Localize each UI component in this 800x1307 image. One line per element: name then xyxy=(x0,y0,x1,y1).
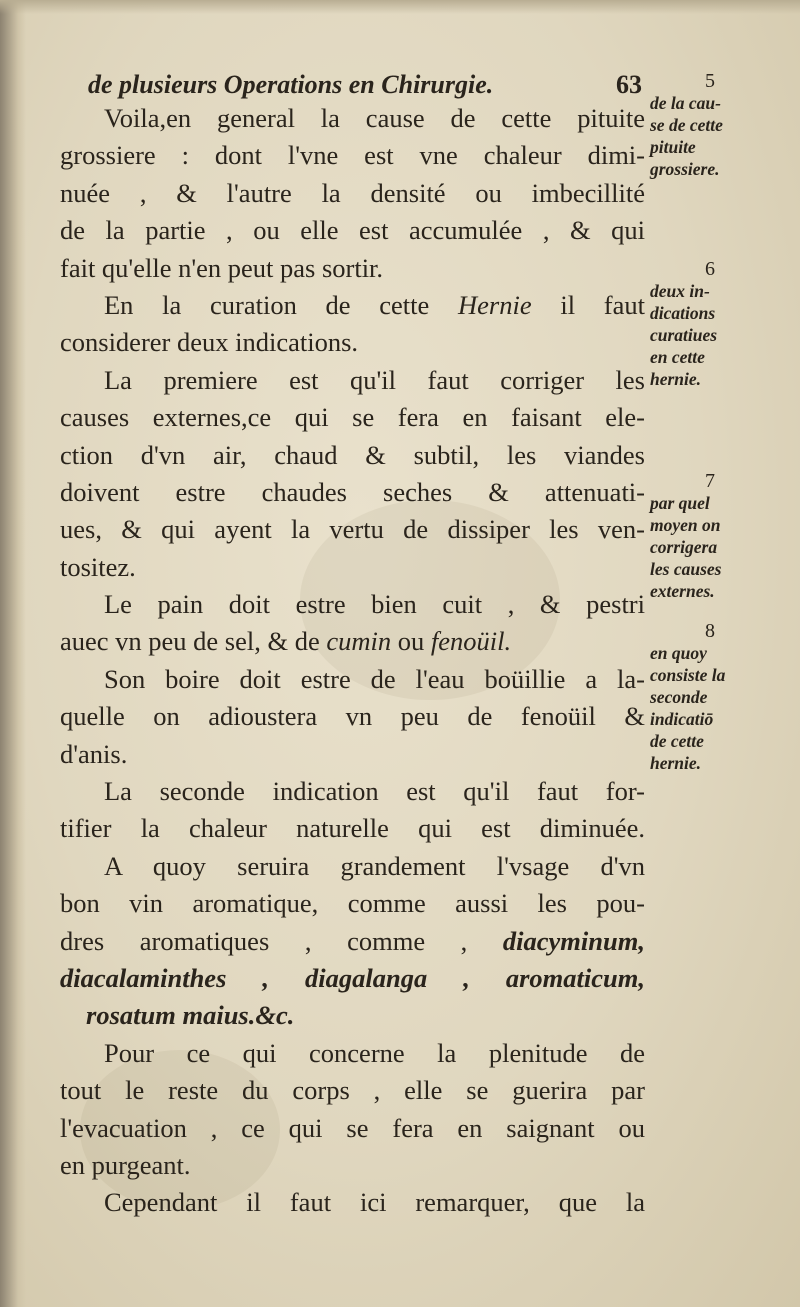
text-line: considerer deux indications. xyxy=(60,327,359,358)
text-line: causes externes,ce qui se fera en faisant ele- xyxy=(60,402,645,433)
text-line: diacalaminthes , diagalanga , aromaticum, xyxy=(60,962,645,993)
text-line: Son boire doit estre de l'eau boüillie a la- xyxy=(104,663,645,694)
text-line: nuée , & l'autre la densité ou imbecillité xyxy=(60,177,645,208)
text-line: tout le reste du corps , elle se guerira par xyxy=(60,1075,645,1106)
margin-note-line: les causes xyxy=(650,559,722,579)
text-line: Voila,en general la cause de cette pituite xyxy=(104,103,645,133)
margin-note-line: hernie. xyxy=(650,753,702,773)
text-line: La premiere est qu'il faut corriger les xyxy=(104,364,645,395)
text-line: dres aromatiques , comme , diacyminum, xyxy=(60,925,645,956)
text-line: Le pain doit estre bien cuit , & pestri xyxy=(104,589,645,620)
text-line: bon vin aromatique, comme aussi les pou- xyxy=(60,888,645,919)
margin-note-line: par quel xyxy=(650,493,710,513)
margin-note-line: pituite xyxy=(650,137,696,157)
body-text xyxy=(60,100,645,1222)
margin-note-line: externes. xyxy=(650,581,715,601)
margin-note-line: consiste la xyxy=(650,665,726,685)
text-line: en purgeant. xyxy=(60,1149,191,1180)
margin-note-line: en quoy xyxy=(650,643,707,663)
text-line: Cependant il faut ici remarquer, que la xyxy=(104,1187,645,1218)
margin-note-line: se de cette xyxy=(650,115,723,135)
text-line: l'evacuation , ce qui se fera en saignant ou xyxy=(60,1112,645,1143)
page-number: 63 xyxy=(616,70,642,99)
margin-note-line: de la cau- xyxy=(650,93,721,113)
margin-note-line: en cette xyxy=(650,347,705,367)
margin-note-line: grossiere. xyxy=(650,159,720,179)
top-edge-shadow xyxy=(0,0,800,14)
margin-note-line: curatiues xyxy=(650,325,718,345)
text-line: ction d'vn air, chaud & subtil, les viandes xyxy=(60,439,645,470)
margin-note-line: hernie. xyxy=(650,369,702,389)
margin-note-line: moyen on xyxy=(650,515,721,535)
margin-note-number: 8 xyxy=(705,620,715,642)
margin-note-line: de cette xyxy=(650,731,704,751)
text-line: grossiere : dont l'vne est vne chaleur dimi- xyxy=(60,140,645,171)
text-line: A quoy seruira grandement l'vsage d'vn xyxy=(104,850,645,881)
text-line: quelle on adioustera vn peu de fenoüil & xyxy=(60,701,645,732)
text-line: fait qu'elle n'en peut pas sortir. xyxy=(60,252,384,283)
text-line: rosatum maius.&c. xyxy=(86,1000,295,1031)
running-title: de plusieurs Operations en Chirurgie. xyxy=(88,70,494,99)
text-line: auec vn peu de sel, & de cumin ou fenoüil. xyxy=(60,626,512,657)
margin-note-line: corrigera xyxy=(650,537,718,557)
gutter-shadow xyxy=(0,0,26,1307)
margin-note-number: 6 xyxy=(705,258,715,280)
margin-note-line: dications xyxy=(650,303,716,323)
margin-note-line: indicatiō xyxy=(650,709,714,729)
margin-note-number: 5 xyxy=(705,70,715,92)
text-line: tifier la chaleur naturelle qui est diminuée. xyxy=(60,813,645,844)
text-line: d'anis. xyxy=(60,738,128,769)
margin-note-line: deux in- xyxy=(650,281,710,301)
text-line: Pour ce qui concerne la plenitude de xyxy=(104,1037,645,1068)
margin-note-line: seconde xyxy=(650,687,708,707)
text-line: doivent estre chaudes seches & attenuati- xyxy=(60,476,645,507)
margin-note-number: 7 xyxy=(705,470,715,492)
text-line: de la partie , ou elle est accumulée , & qui xyxy=(60,215,645,246)
text-line: La seconde indication est qu'il faut for- xyxy=(104,776,645,807)
text-line: En la curation de cette Hernie il faut xyxy=(104,289,645,320)
running-header xyxy=(88,68,648,102)
text-line: tositez. xyxy=(60,551,136,582)
text-line: ues, & qui ayent la vertu de dissiper les ven- xyxy=(60,514,645,545)
